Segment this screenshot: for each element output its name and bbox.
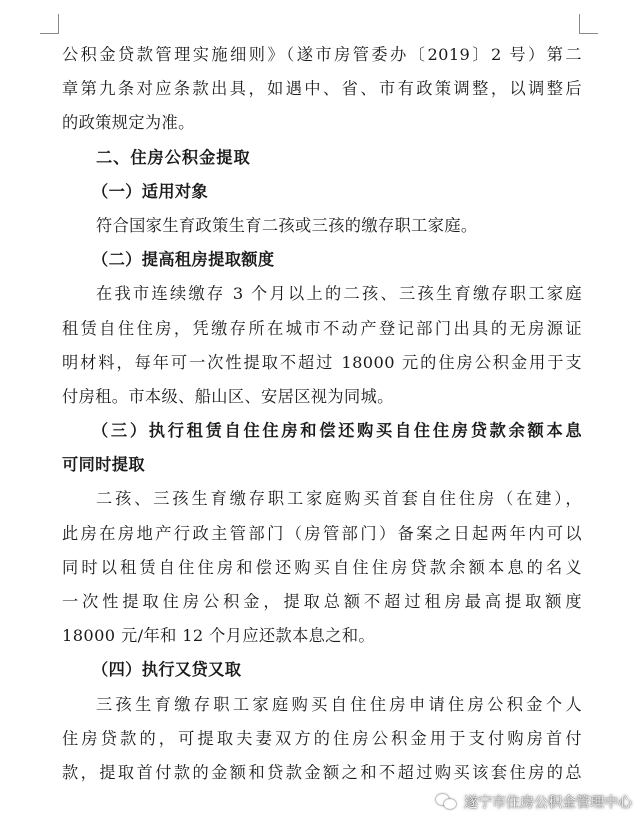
subsection-heading-continued: 可同时提取 — [62, 455, 145, 475]
crop-mark-top-right-vertical — [579, 14, 580, 34]
text-line: 符合国家生育政策生育二孩或三孩的缴存职工家庭。 — [96, 215, 478, 235]
watermark-text: 遂宁市住房公积金管理中心 — [464, 795, 632, 811]
text-line: 二孩、三孩生育缴存职工家庭购买首套自住住房（在建）， — [96, 489, 582, 509]
text-line: 18000 元/年和 12 个月应还款本息之和。 — [62, 626, 376, 646]
text-line: 一次性提取住房公积金，提取总额不超过租房最高提取额度 — [62, 592, 582, 611]
text-line: 的政策规定为准。 — [62, 113, 195, 133]
text-line: 款，提取首付款的金额和贷款金额之和不超过购买该套住房的总 — [62, 762, 582, 782]
text-line: 三孩生育缴存职工家庭购买自住住房申请住房公积金个人 — [96, 694, 582, 714]
text-line: 在我市连续缴存 3 个月以上的二孩、三孩生育缴存职工家庭 — [96, 284, 582, 304]
text-line: 公积金贷款管理实施细则》（遂市房管委办〔2019〕2 号）第二 — [62, 45, 582, 64]
wechat-icon — [436, 793, 458, 811]
subsection-heading: （二）提高租房提取额度 — [92, 250, 275, 270]
subsection-heading: （一）适用对象 — [92, 181, 209, 201]
text-line: 明材料，每年可一次性提取不超过 18000 元的住房公积金用于支 — [62, 352, 582, 372]
crop-mark-top-left-vertical — [58, 14, 59, 34]
text-line: 付房租。市本级、船山区、安居区视为同城。 — [62, 386, 394, 406]
crop-mark-top-right-horizontal — [579, 33, 598, 34]
text-line: 此房在房地产行政主管部门（房管部门）备案之日起两年内可以 — [62, 523, 582, 543]
crop-mark-top-left-horizontal — [40, 33, 59, 34]
text-line: 同时以租赁自住住房和偿还购买自住住房贷款余额本息的名义 — [62, 557, 582, 577]
section-heading: 二、住房公积金提取 — [96, 147, 251, 167]
subsection-heading: （三）执行租赁自住住房和偿还购买自住住房贷款余额本息 — [92, 421, 582, 441]
document-page — [62, 38, 582, 790]
text-line: 章第九条对应条款出具，如遇中、省、市有政策调整，以调整后 — [62, 79, 582, 99]
watermark — [436, 792, 632, 812]
text-line: 住房贷款的，可提取夫妻双方的住房公积金用于支付购房首付 — [62, 728, 582, 748]
text-line: 租赁自住住房，凭缴存所在城市不动产登记部门出具的无房源证 — [62, 318, 582, 338]
subsection-heading: （四）执行又贷又取 — [92, 660, 242, 680]
